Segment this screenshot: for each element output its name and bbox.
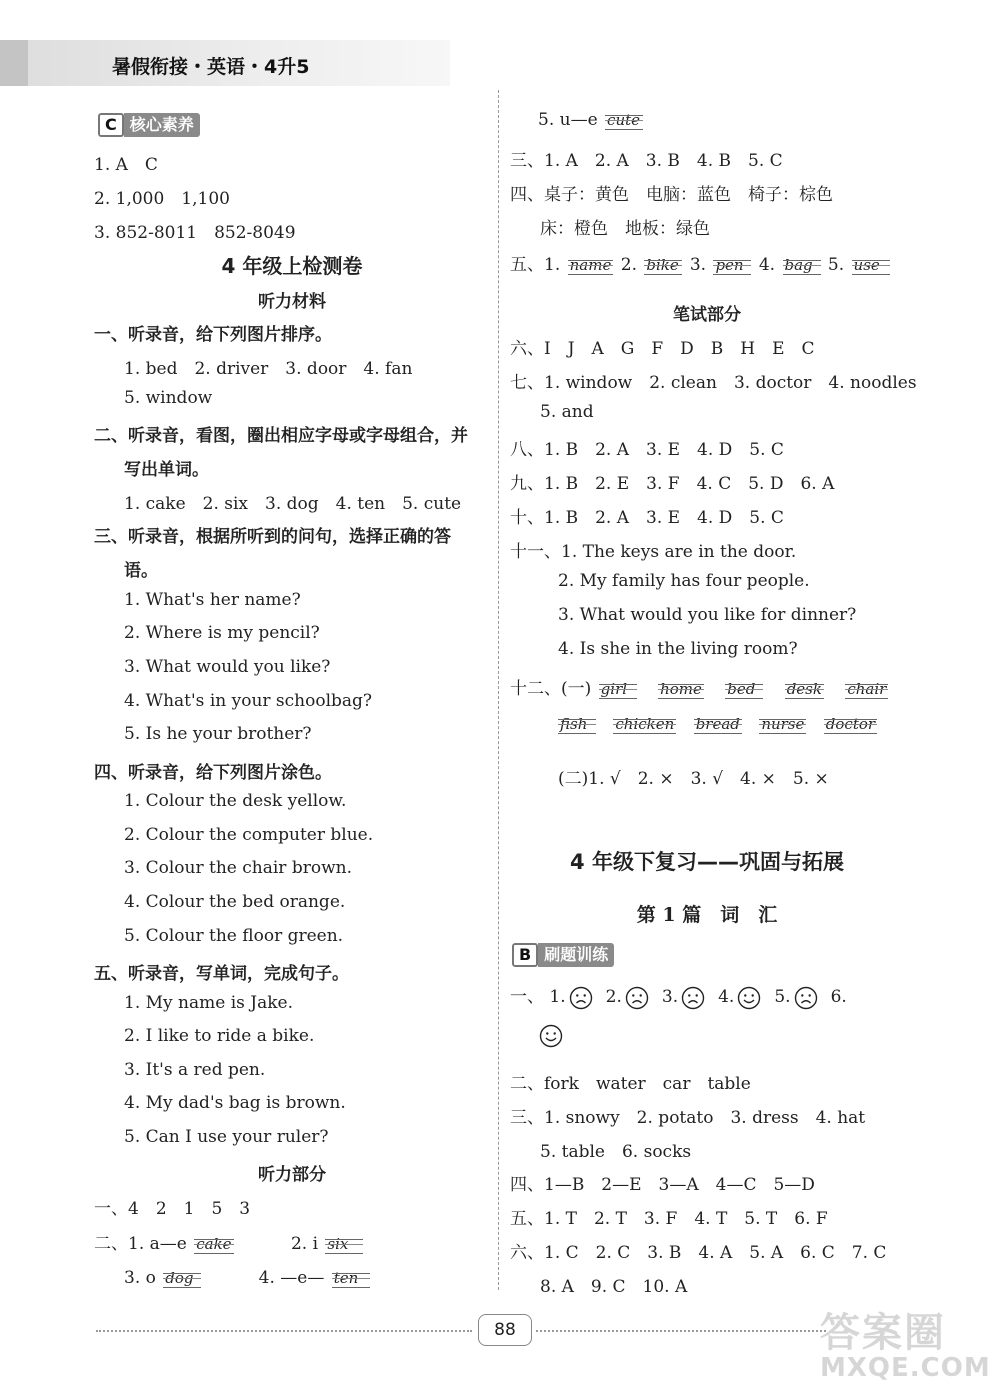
s3-title-b: 语。 xyxy=(124,561,158,581)
badge-key: C xyxy=(98,113,124,137)
r-si-a: 四、桌子：黄色 电脑：蓝色 椅子：棕色 xyxy=(510,185,833,205)
handwritten-word: six xyxy=(325,1235,363,1254)
handwritten-word: cute xyxy=(605,111,643,130)
answer-2-r2a: 3. o xyxy=(124,1268,156,1288)
handwritten-word: chair xyxy=(847,680,887,698)
answer-1: 一、4 2 1 5 3 xyxy=(94,1199,251,1219)
r-wu-line xyxy=(510,250,892,275)
s5-title: 五、听录音，写单词，完成句子。 xyxy=(94,964,349,984)
listening-part-title: 听力部分 xyxy=(258,1165,326,1185)
sad-face-icon xyxy=(569,986,593,1010)
s1-title: 一、听录音，给下列图片排序。 xyxy=(94,325,332,345)
handwritten-word: bread xyxy=(695,715,740,733)
r-qi-a: 七、1. window 2. clean 3. doctor 4. noodles xyxy=(510,373,917,393)
answer-2-prefix: 二、1. a—e xyxy=(94,1234,187,1254)
handwritten-word: bike xyxy=(644,256,682,275)
r-shiyi-1: 十一、1. The keys are in the door. xyxy=(510,542,797,562)
r5-line xyxy=(538,110,645,130)
s4-item: 4. Colour the bed orange. xyxy=(124,892,346,912)
r-wu-num: 4. xyxy=(758,255,776,275)
face-number: 6. xyxy=(830,987,847,1007)
answer-2-row-1 xyxy=(94,1229,365,1254)
s4-item: 3. Colour the chair brown. xyxy=(124,858,352,878)
r-wu-prefix: 五、1. xyxy=(510,255,561,275)
r-jiu: 九、1. B 2. E 3. F 4. C 5. D 6. A xyxy=(510,474,835,494)
faces-group xyxy=(549,987,846,1007)
r-shi: 十、1. B 2. A 3. E 4. D 5. C xyxy=(510,508,784,528)
r-san2-a: 三、1. snowy 2. potato 3. dress 4. hat xyxy=(510,1108,866,1128)
r-ba: 八、1. B 2. A 3. E 4. D 5. C xyxy=(510,440,784,460)
r-shiyi-3: 3. What would you like for dinner? xyxy=(558,605,857,625)
r-qi-b: 5. and xyxy=(540,402,594,422)
answer-2-r2b: 4. —e— xyxy=(258,1268,325,1288)
r-wu-num: 5. xyxy=(827,255,845,275)
handwritten-word: chicken xyxy=(615,715,675,733)
c-line-3: 3. 852-8011 852-8049 xyxy=(94,223,296,243)
s3-item: 1. What's her name? xyxy=(124,590,301,610)
watermark-logo: 答案圈 xyxy=(820,1310,946,1356)
watermark-site: MXQE.COM xyxy=(820,1353,991,1383)
sad-face-icon xyxy=(681,986,705,1010)
page-number: 88 xyxy=(478,1314,532,1346)
r-shier-prefix: 十二、(一) xyxy=(510,679,592,699)
badge-label: 核心素养 xyxy=(124,113,200,137)
r-si-b: 床：橙色 地板：绿色 xyxy=(540,219,710,239)
s4-item: 1. Colour the desk yellow. xyxy=(124,791,347,811)
header-bar xyxy=(0,40,450,86)
face-number: 3. xyxy=(661,987,679,1007)
r-shiyi-4: 4. Is she in the living room? xyxy=(558,639,798,659)
r-wu-num: 2. xyxy=(620,255,637,275)
s4-item: 5. Colour the floor green. xyxy=(124,926,344,946)
face-number: 1. xyxy=(549,987,566,1007)
footer-rule-left xyxy=(96,1330,472,1332)
r-shier-row-1 xyxy=(510,674,890,699)
s2-title-b: 写出单词。 xyxy=(124,460,209,480)
badge-practice xyxy=(512,943,614,967)
r-si2: 四、1—B 2—E 3—A 4—C 5—D xyxy=(510,1175,815,1195)
chapter-title: 第 1 篇 词 汇 xyxy=(636,904,778,926)
faces-group xyxy=(536,1026,566,1046)
s5-item: 5. Can I use your ruler? xyxy=(124,1127,329,1147)
badge-core xyxy=(98,113,200,137)
r-liu: 六、I J A G F D B H E C xyxy=(510,339,815,359)
s3-title-a: 三、听录音，根据所听到的问句，选择正确的答 xyxy=(94,527,451,547)
handwritten-word: cake xyxy=(196,1235,232,1253)
handwritten-word: bag xyxy=(783,256,821,275)
header-title: 暑假衔接・英语・4升5 xyxy=(112,56,310,78)
faces-row xyxy=(510,982,847,1010)
s3-item: 3. What would you like? xyxy=(124,657,331,677)
s3-item: 2. Where is my pencil? xyxy=(124,623,320,643)
sad-face-icon xyxy=(794,986,818,1010)
listening-material-title: 听力材料 xyxy=(258,292,326,312)
r-er: 二、fork water car table xyxy=(510,1074,751,1094)
header-tab xyxy=(0,40,28,86)
r-shier-row-2 xyxy=(556,714,879,734)
r-shier-b: (二)1. √ 2. × 3. √ 4. × 5. × xyxy=(558,769,829,789)
s4-item: 2. Colour the computer blue. xyxy=(124,825,374,845)
handwritten-word: ten xyxy=(332,1269,370,1288)
watermark xyxy=(820,1312,991,1382)
handwritten-word: bed xyxy=(725,680,763,699)
faces-row-2 xyxy=(536,1024,566,1048)
happy-face-icon xyxy=(539,1024,563,1048)
test-title: 4 年级上检测卷 xyxy=(221,254,363,278)
face-number: 2. xyxy=(605,987,622,1007)
handwritten-word: doctor xyxy=(825,715,876,733)
r-liu2-a: 六、1. C 2. C 3. B 4. A 5. A 6. C 7. C xyxy=(510,1243,887,1263)
r-shiyi-2: 2. My family has four people. xyxy=(558,571,810,591)
answer-2-row-2 xyxy=(124,1268,372,1288)
faces-label: 一、 xyxy=(510,987,544,1007)
handwritten-word: dog xyxy=(163,1269,201,1288)
r-san2-b: 5. table 6. socks xyxy=(540,1142,692,1162)
s2-title-a: 二、听录音，看图，圈出相应字母或字母组合，并 xyxy=(94,426,468,446)
r-san: 三、1. A 2. A 3. B 4. B 5. C xyxy=(510,151,783,171)
badge-key: B xyxy=(512,943,538,967)
s5-item: 4. My dad's bag is brown. xyxy=(124,1093,346,1113)
s3-item: 4. What's in your schoolbag? xyxy=(124,691,373,711)
review-title: 4 年级下复习——巩固与拓展 xyxy=(570,850,844,874)
handwritten-word: use xyxy=(852,256,890,275)
r-wu-num: 3. xyxy=(689,255,707,275)
handwritten-word: desk xyxy=(786,680,822,698)
c-line-2: 2. 1,000 1,100 xyxy=(94,189,230,209)
r-liu2-b: 8. A 9. C 10. A xyxy=(540,1277,688,1297)
answer-2-mid: 2. i xyxy=(290,1234,319,1254)
handwritten-word: nurse xyxy=(761,715,805,733)
face-number: 4. xyxy=(718,987,735,1007)
handwritten-word: home xyxy=(660,680,702,698)
s1-line-1: 1. bed 2. driver 3. door 4. fan xyxy=(124,359,413,379)
handwritten-word: pen xyxy=(713,256,751,275)
handwritten-word: girl xyxy=(599,680,637,699)
happy-face-icon xyxy=(737,986,761,1010)
footer-rule-right xyxy=(536,1330,826,1332)
s2-line-1: 1. cake 2. six 3. dog 4. ten 5. cute xyxy=(124,494,462,514)
written-part-title: 笔试部分 xyxy=(673,305,741,325)
column-divider xyxy=(498,90,499,1290)
s3-item: 5. Is he your brother? xyxy=(124,724,312,744)
badge-label: 刷题训练 xyxy=(538,943,614,967)
s5-item: 2. I like to ride a bike. xyxy=(124,1026,315,1046)
s4-title: 四、听录音，给下列图片涂色。 xyxy=(94,763,332,783)
sad-face-icon xyxy=(625,986,649,1010)
handwritten-word: name xyxy=(569,256,612,274)
s1-line-2: 5. window xyxy=(124,388,213,408)
handwritten-word: fish xyxy=(558,715,596,734)
s5-item: 1. My name is Jake. xyxy=(124,993,293,1013)
s5-item: 3. It's a red pen. xyxy=(124,1060,266,1080)
c-line-1: 1. A C xyxy=(94,155,158,175)
r-wu2: 五、1. T 2. T 3. F 4. T 5. T 6. F xyxy=(510,1209,828,1229)
r5-prefix: 5. u—e xyxy=(538,110,598,130)
face-number: 5. xyxy=(774,987,791,1007)
